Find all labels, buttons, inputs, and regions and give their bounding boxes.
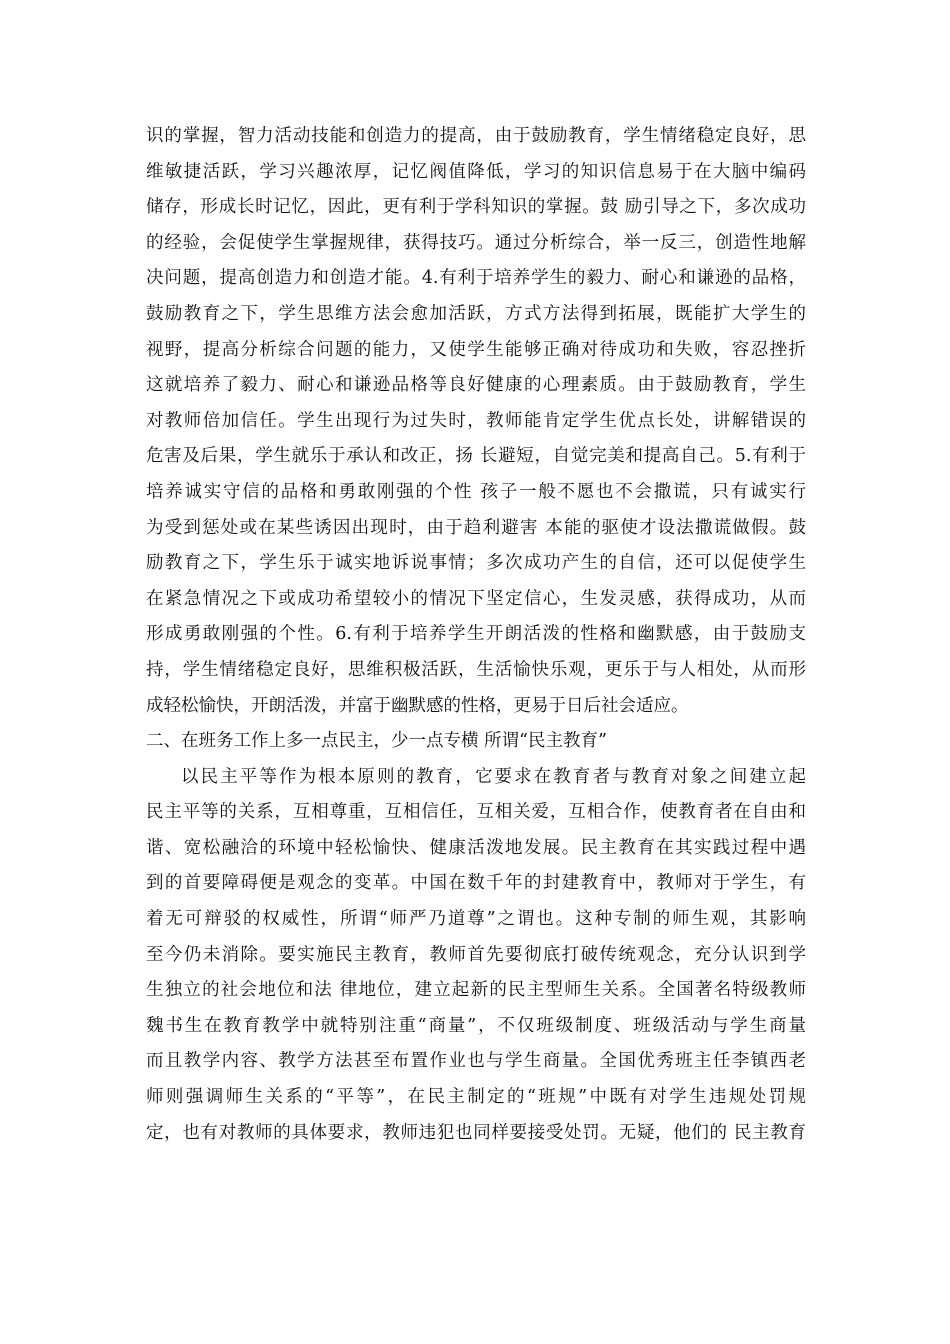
text-line: 二、在班务工作上多一点民主，少一点专横 所谓“民主教育”	[146, 731, 607, 752]
text-line: 生独立的社会地位和法 律地位，建立起新的民主型师生关系。全国著名特级教师	[146, 980, 806, 1001]
text-line: 到的首要障碍便是观念的变革。中国在数千年的封建教育中，教师对于学生，有	[146, 873, 806, 894]
text-line: 而且教学内容、教学方法甚至布置作业也与学生商量。全国优秀班主任李镇西老	[146, 1051, 806, 1072]
text-line: 危害及后果，学生就乐于承认和改正，扬 长避短，自觉完美和提高自己。5.有利于	[146, 446, 806, 467]
text-line: 这就培养了毅力、耐心和谦逊品格等良好健康的心理素质。由于鼓励教育，学生	[146, 375, 806, 396]
text-line: 魏书生在教育教学中就特别注重“商量”，不仅班级制度、班级活动与学生商量	[146, 1015, 806, 1036]
text-line: 形成勇敢刚强的个性。6.有利于培养学生开朗活泼的性格和幽默感，由于鼓励支	[146, 624, 806, 645]
text-line: 励教育之下，学生乐于诚实地诉说事情；多次成功产生的自信，还可以促使学生	[146, 553, 806, 574]
text-line: 识的掌握，智力活动技能和创造力的提高，由于鼓励教育，学生情绪稳定良好，思	[146, 126, 806, 146]
text-line: 视野，提高分析综合问题的能力，又使学生能够正确对待成功和失败，容忍挫折	[146, 339, 806, 360]
text-line: 谐、宽松融洽的环境中轻松愉快、健康活泼地发展。民主教育在其实践过程中遇	[146, 837, 806, 858]
text-line: 培养诚实守信的品格和勇敢刚强的个性 孩子一般不愿也不会撒谎，只有诚实行	[146, 481, 806, 502]
text-line: 在紧急情况之下或成功希望较小的情况下坚定信心，生发灵感，获得成功，从而	[146, 588, 806, 609]
text-line: 持，学生情绪稳定良好，思维积极活跃，生活愉快乐观，更乐于与人相处，从而形	[146, 659, 806, 680]
text-line: 成轻松愉快，开朗活泼，并富于幽默感的性格，更易于日后社会适应。	[146, 695, 689, 716]
text-line: 对教师倍加信任。学生出现行为过失时，教师能肯定学生优点长处，讲解错误的	[146, 410, 806, 431]
text-line: 维敏捷活跃，学习兴趣浓厚，记忆阀值降低，学习的知识信息易于在大脑中编码	[146, 161, 806, 182]
text-line: 为受到惩处或在某些诱因出现时，由于趋利避害 本能的驱使才设法撒谎做假。鼓	[146, 517, 806, 538]
text-line: 民主平等的关系，互相尊重，互相信任，互相关爱，互相合作，使教育者在自由和	[146, 802, 806, 823]
text-line: 着无可辩驳的权威性，所谓“师严乃道尊”之谓也。这种专制的师生观，其影响	[146, 909, 806, 930]
text-line: 以民主平等作为根本原则的教育，它要求在教育者与教育对象之间建立起	[181, 766, 806, 787]
text-line: 师则强调师生关系的“平等”，在民主制定的“班规”中既有对学生违规处罚规	[146, 1087, 806, 1108]
text-line: 的经验，会促使学生掌握规律，获得技巧。通过分析综合，举一反三，创造性地解	[146, 232, 806, 253]
text-line: 定，也有对教师的具体要求，教师违犯也同样要接受处罚。无疑，他们的 民主教育	[146, 1122, 806, 1143]
text-line: 储存，形成长时记忆，因此，更有利于学科知识的掌握。鼓 励引导之下，多次成功	[146, 197, 806, 218]
text-line: 至今仍未消除。要实施民主教育，教师首先要彻底打破传统观念，充分认识到学	[146, 944, 806, 965]
text-line: 决问题，提高创造力和创造才能。4.有利于培养学生的毅力、耐心和谦逊的品格，	[146, 268, 806, 289]
document-page	[146, 119, 806, 1151]
text-line: 鼓励教育之下，学生思维方法会愈加活跃，方式方法得到拓展，既能扩大学生的	[146, 303, 806, 324]
